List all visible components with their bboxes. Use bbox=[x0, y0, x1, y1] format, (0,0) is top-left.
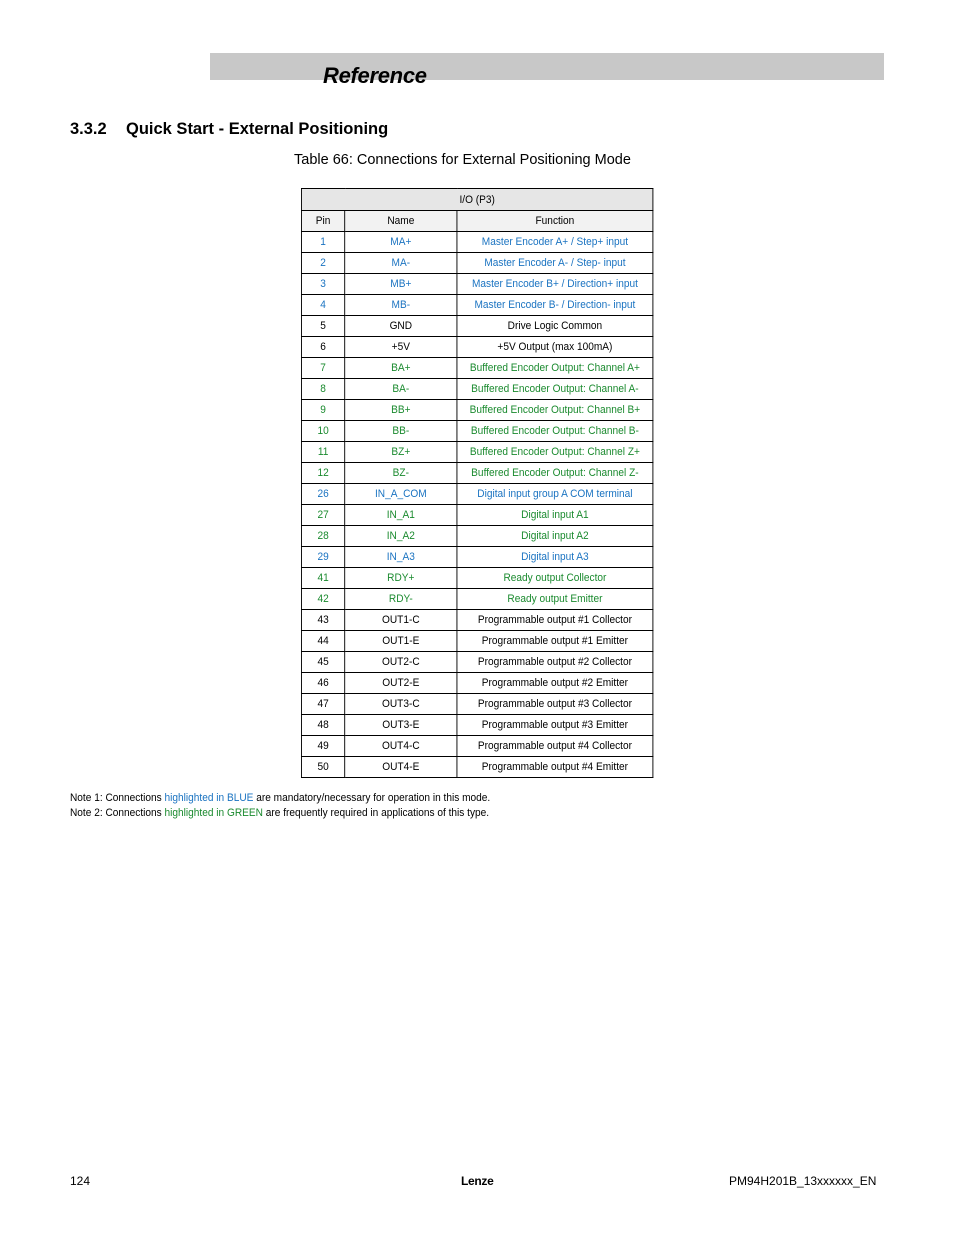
pin-cell: 26 bbox=[301, 484, 344, 505]
function-cell: Digital input A2 bbox=[457, 526, 653, 547]
function-cell: Programmable output #3 Collector bbox=[457, 694, 653, 715]
name-cell: OUT2-C bbox=[345, 652, 457, 673]
table-body bbox=[301, 232, 652, 778]
name-cell: IN_A_COM bbox=[345, 484, 457, 505]
function-cell: Digital input group A COM terminal bbox=[457, 484, 653, 505]
pin-cell: 29 bbox=[301, 547, 344, 568]
name-cell: BA+ bbox=[345, 358, 457, 379]
function-cell: Buffered Encoder Output: Channel A+ bbox=[457, 358, 653, 379]
name-cell: BB+ bbox=[345, 400, 457, 421]
pin-cell: 42 bbox=[301, 589, 344, 610]
connections-table bbox=[301, 188, 653, 778]
function-cell: Buffered Encoder Output: Channel Z+ bbox=[457, 442, 653, 463]
function-cell: Programmable output #1 Emitter bbox=[457, 631, 653, 652]
function-cell: Master Encoder A+ / Step+ input bbox=[457, 232, 653, 253]
name-cell: RDY- bbox=[345, 589, 457, 610]
pin-cell: 4 bbox=[301, 295, 344, 316]
notes bbox=[70, 791, 490, 821]
name-cell: OUT3-C bbox=[345, 694, 457, 715]
pin-cell: 48 bbox=[301, 715, 344, 736]
note-2-prefix: Note 2: Connections bbox=[70, 807, 165, 819]
function-cell: Programmable output #2 Collector bbox=[457, 652, 653, 673]
name-cell: OUT3-E bbox=[345, 715, 457, 736]
table-row bbox=[301, 232, 652, 253]
name-cell: IN_A3 bbox=[345, 547, 457, 568]
table-row bbox=[301, 253, 652, 274]
section-heading bbox=[70, 120, 388, 139]
name-cell: MA+ bbox=[345, 232, 457, 253]
note-2-highlight: highlighted in GREEN bbox=[164, 807, 263, 819]
pin-cell: 7 bbox=[301, 358, 344, 379]
table-row bbox=[301, 400, 652, 421]
function-cell: Buffered Encoder Output: Channel B+ bbox=[457, 400, 653, 421]
function-cell: Programmable output #1 Collector bbox=[457, 610, 653, 631]
pin-cell: 41 bbox=[301, 568, 344, 589]
table-row bbox=[301, 610, 652, 631]
table-row bbox=[301, 631, 652, 652]
pin-cell: 45 bbox=[301, 652, 344, 673]
name-cell: IN_A2 bbox=[345, 526, 457, 547]
pin-cell: 8 bbox=[301, 379, 344, 400]
table-row bbox=[301, 463, 652, 484]
pin-cell: 10 bbox=[301, 421, 344, 442]
column-header-name: Name bbox=[345, 211, 457, 232]
note-1 bbox=[70, 791, 490, 806]
function-cell: Buffered Encoder Output: Channel Z- bbox=[457, 463, 653, 484]
function-cell: Digital input A1 bbox=[457, 505, 653, 526]
section-title: Quick Start - External Positioning bbox=[126, 120, 389, 138]
page-header-title: Reference bbox=[323, 63, 427, 88]
footer-logo: Lenze bbox=[461, 1174, 494, 1188]
function-cell: Digital input A3 bbox=[457, 547, 653, 568]
footer-doc-id: PM94H201B_13xxxxxx_EN bbox=[729, 1174, 877, 1188]
name-cell: OUT4-C bbox=[345, 736, 457, 757]
pin-cell: 50 bbox=[301, 757, 344, 778]
function-cell: Master Encoder B+ / Direction+ input bbox=[457, 274, 653, 295]
name-cell: MA- bbox=[345, 253, 457, 274]
name-cell: IN_A1 bbox=[345, 505, 457, 526]
function-cell: Master Encoder B- / Direction- input bbox=[457, 295, 653, 316]
pin-cell: 9 bbox=[301, 400, 344, 421]
table-row bbox=[301, 652, 652, 673]
table-row bbox=[301, 673, 652, 694]
table-row bbox=[301, 421, 652, 442]
function-cell: +5V Output (max 100mA) bbox=[457, 337, 653, 358]
pin-cell: 11 bbox=[301, 442, 344, 463]
function-cell: Ready output Collector bbox=[457, 568, 653, 589]
pin-cell: 1 bbox=[301, 232, 344, 253]
pin-cell: 3 bbox=[301, 274, 344, 295]
function-cell: Drive Logic Common bbox=[457, 316, 653, 337]
column-header-pin: Pin bbox=[301, 211, 344, 232]
note-2 bbox=[70, 806, 490, 821]
table-row bbox=[301, 274, 652, 295]
table-row bbox=[301, 589, 652, 610]
table-row bbox=[301, 568, 652, 589]
table-row bbox=[301, 715, 652, 736]
table-row bbox=[301, 484, 652, 505]
table-row bbox=[301, 694, 652, 715]
table-row bbox=[301, 526, 652, 547]
name-cell: BZ- bbox=[345, 463, 457, 484]
name-cell: MB- bbox=[345, 295, 457, 316]
note-1-prefix: Note 1: Connections bbox=[70, 792, 165, 804]
pin-cell: 5 bbox=[301, 316, 344, 337]
table-row bbox=[301, 379, 652, 400]
pin-cell: 6 bbox=[301, 337, 344, 358]
function-cell: Ready output Emitter bbox=[457, 589, 653, 610]
table-row bbox=[301, 505, 652, 526]
name-cell: OUT1-C bbox=[345, 610, 457, 631]
note-2-suffix: are frequently required in applications of this type. bbox=[262, 807, 490, 819]
name-cell: GND bbox=[345, 316, 457, 337]
pin-cell: 46 bbox=[301, 673, 344, 694]
pin-cell: 44 bbox=[301, 631, 344, 652]
footer-page-number: 124 bbox=[70, 1174, 91, 1188]
function-cell: Programmable output #2 Emitter bbox=[457, 673, 653, 694]
pin-cell: 49 bbox=[301, 736, 344, 757]
section-number: 3.3.2 bbox=[70, 120, 107, 138]
name-cell: RDY+ bbox=[345, 568, 457, 589]
name-cell: BA- bbox=[345, 379, 457, 400]
name-cell: OUT2-E bbox=[345, 673, 457, 694]
table-row bbox=[301, 316, 652, 337]
pin-cell: 47 bbox=[301, 694, 344, 715]
function-cell: Programmable output #4 Emitter bbox=[457, 757, 653, 778]
note-1-highlight: highlighted in BLUE bbox=[164, 792, 254, 804]
table-row bbox=[301, 337, 652, 358]
name-cell: BZ+ bbox=[345, 442, 457, 463]
header-bar bbox=[210, 53, 884, 80]
name-cell: BB- bbox=[345, 421, 457, 442]
table-caption: Table 66: Connections for External Positioning Mode bbox=[294, 152, 631, 168]
name-cell: +5V bbox=[345, 337, 457, 358]
table-row bbox=[301, 442, 652, 463]
table-row bbox=[301, 757, 652, 778]
pin-cell: 43 bbox=[301, 610, 344, 631]
pin-cell: 2 bbox=[301, 253, 344, 274]
column-header-function: Function bbox=[457, 211, 653, 232]
function-cell: Buffered Encoder Output: Channel A- bbox=[457, 379, 653, 400]
name-cell: MB+ bbox=[345, 274, 457, 295]
table-row bbox=[301, 295, 652, 316]
table-row bbox=[301, 736, 652, 757]
function-cell: Buffered Encoder Output: Channel B- bbox=[457, 421, 653, 442]
table-row bbox=[301, 547, 652, 568]
pin-cell: 12 bbox=[301, 463, 344, 484]
table-row bbox=[301, 358, 652, 379]
pin-cell: 27 bbox=[301, 505, 344, 526]
name-cell: OUT4-E bbox=[345, 757, 457, 778]
table-group-header: I/O (P3) bbox=[301, 189, 652, 211]
function-cell: Programmable output #4 Collector bbox=[457, 736, 653, 757]
name-cell: OUT1-E bbox=[345, 631, 457, 652]
function-cell: Programmable output #3 Emitter bbox=[457, 715, 653, 736]
function-cell: Master Encoder A- / Step- input bbox=[457, 253, 653, 274]
pin-cell: 28 bbox=[301, 526, 344, 547]
note-1-suffix: are mandatory/necessary for operation in this mode. bbox=[253, 792, 491, 804]
